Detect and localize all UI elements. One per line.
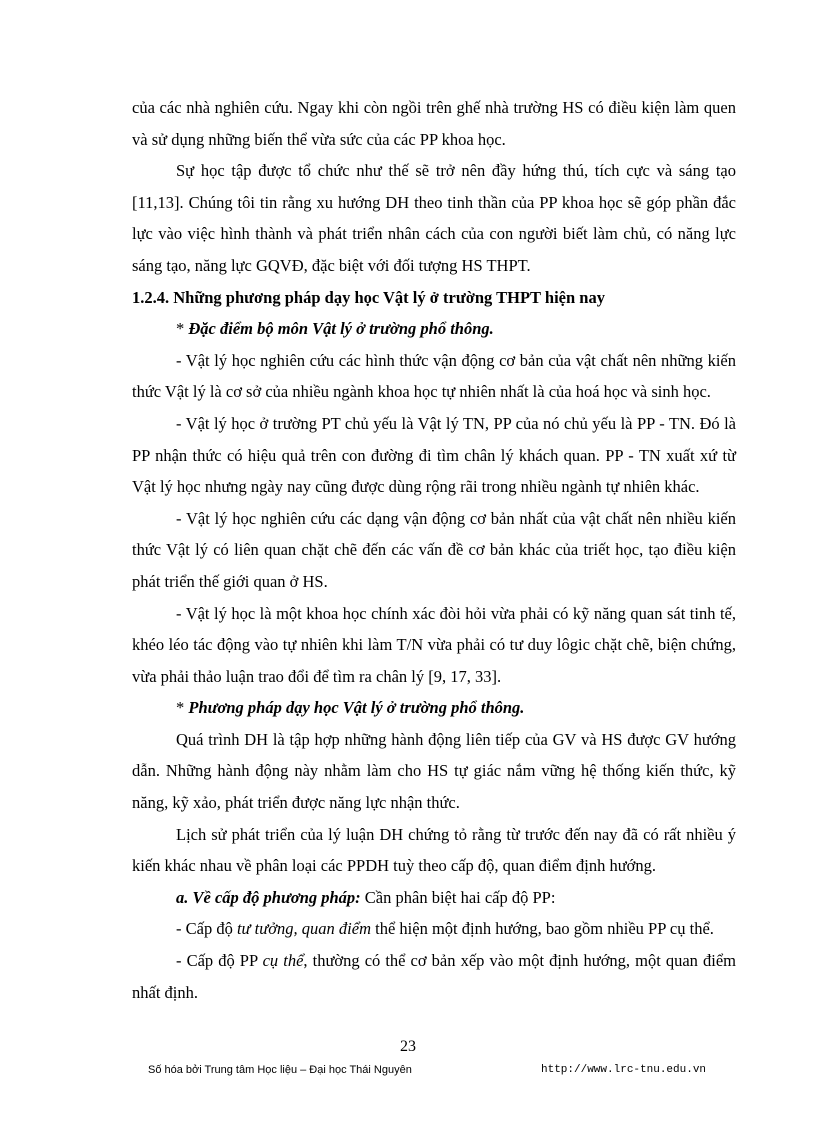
paragraph-10-end: thể hiện một định hướng, bao gồm nhiều PP cụ thể. — [371, 919, 714, 939]
paragraph-1: của các nhà nghiên cứu. Ngay khi còn ngồi trên ghế nhà trường HS có điều kiện làm quen và sử dụng những biến thể vừa sức của các PP khoa học. — [132, 98, 736, 149]
paragraph-4: - Vật lý học ở trường PT chủ yếu là Vật lý TN, PP của nó chủ yếu là PP - TN. Đó là PP nhận thức có hiệu quả trên con đường đi tìm chân lý khách quan. PP - TN xuất xứ từ Vật lý học nhưng ngày nay cũng được dùng rộng rãi trong nhiều ngành tự nhiên khác. — [132, 413, 736, 497]
paragraph-9-label: a. Về cấp độ phương pháp: — [176, 887, 361, 907]
section-heading: 1.2.4. Những phương pháp dạy học Vật lý ở trường THPT hiện nay — [132, 287, 605, 307]
paragraph-11 — [132, 945, 736, 1008]
paragraph-9 — [132, 882, 736, 914]
subheading-1 — [132, 313, 736, 345]
paragraph-9-text: Cần phân biệt hai cấp độ PP: — [360, 887, 556, 907]
subheading-2-prefix: * — [176, 698, 189, 718]
paragraph-10-italic: tư tưởng, quan điểm — [236, 919, 371, 939]
subheading-2 — [132, 692, 736, 724]
subheading-1-prefix: * — [176, 319, 189, 339]
footer-source: Số hóa bởi Trung tâm Học liệu – Đại học Thái Nguyên — [148, 1064, 412, 1076]
page-number: 23 — [400, 1038, 416, 1055]
paragraph-6: - Vật lý học là một khoa học chính xác đòi hỏi vừa phải có kỹ năng quan sát tinh tế, khéo léo tác động vào tự nhiên khi làm T/N vừa phải có tư duy lôgic chặt chẽ, biện chứng, vừa phải thảo luận trao đổi để tìm ra chân lý [9, 17, 33]. — [132, 603, 736, 686]
paragraph-10-start: - Cấp độ — [176, 919, 237, 939]
paragraph-2: Sự học tập được tổ chức như thế sẽ trở nên đầy hứng thú, tích cực và sáng tạo [11,13]. Chúng tôi tin rằng xu hướng DH theo tinh thần của PP khoa học sẽ góp phần đắc lực vào việc hình thành và phát triển nhân cách của con người biết làm chủ, có năng lực sáng tạo, năng lực GQVĐ, đặc biệt với đối tượng HS THPT. — [132, 161, 736, 275]
subheading-1-text: Đặc điểm bộ môn Vật lý ở trường phổ thông. — [188, 319, 494, 339]
footer-url: http://www.lrc-tnu.edu.vn — [541, 1064, 707, 1076]
paragraph-10 — [132, 913, 736, 945]
paragraph-7: Quá trình DH là tập hợp những hành động liên tiếp của GV và HS được GV hướng dẫn. Những hành động này nhằm làm cho HS tự giác nắm vững hệ thống kiến thức, kỹ năng, kỹ xảo, phát triển được năng lực nhận thức. — [132, 729, 736, 813]
paragraph-11-end: , thường có thể cơ bản xếp vào một định hướng, một quan điểm nhất định. — [132, 951, 736, 1002]
paragraph-8: Lịch sử phát triển của lý luận DH chứng tỏ rằng từ trước đến nay đã có rất nhiều ý kiến khác nhau về phân loại các PPDH tuỳ theo cấp độ, quan điểm định hướng. — [132, 824, 736, 876]
page-content — [132, 92, 736, 1008]
subheading-2-text: Phương pháp dạy học Vật lý ở trường phổ thông. — [188, 698, 525, 718]
paragraph-3: - Vật lý học nghiên cứu các hình thức vận động cơ bản của vật chất nên những kiến thức Vật lý là cơ sở của nhiều ngành khoa học tự nhiên nhất là của hoá học và sinh học. — [132, 350, 736, 402]
paragraph-11-italic: cụ thể — [262, 951, 304, 971]
paragraph-5: - Vật lý học nghiên cứu các dạng vận động cơ bản nhất của vật chất nên nhiều kiến thức Vật lý có liên quan chặt chẽ đến các vấn đề cơ bản khác của triết học, tạo điều kiện phát triển thế giới quan ở HS. — [132, 508, 736, 591]
paragraph-11-start: - Cấp độ PP — [176, 951, 263, 971]
